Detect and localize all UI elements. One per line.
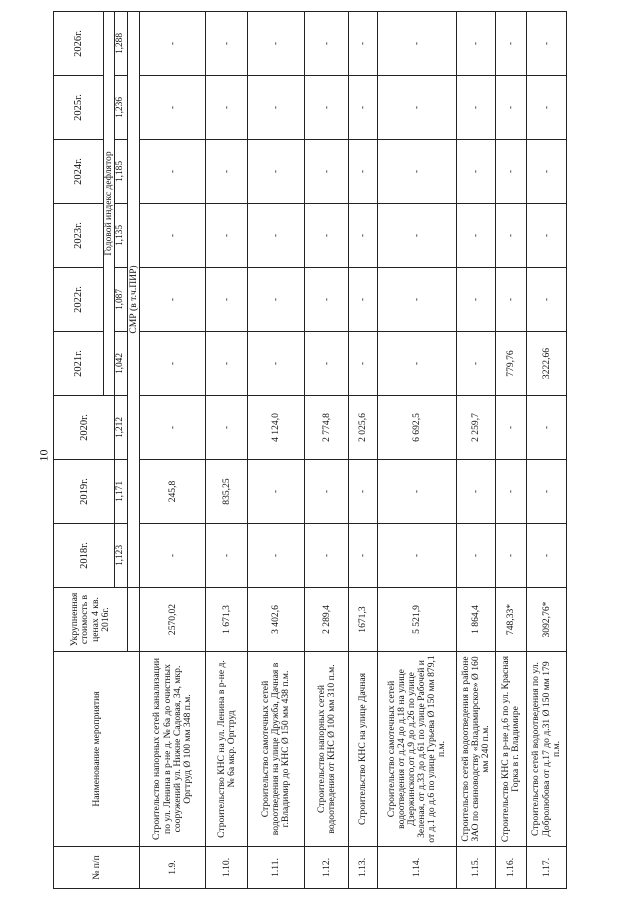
row-value: - [378, 524, 457, 588]
row-value: - [140, 12, 206, 76]
row-value: - [206, 268, 248, 332]
row-value: - [248, 268, 305, 332]
table-row [457, 12, 496, 889]
row-value: - [140, 268, 206, 332]
table-row [496, 12, 527, 889]
row-value: - [527, 396, 567, 460]
row-cost: 1 864,4 [457, 588, 496, 652]
row-value: - [457, 268, 496, 332]
deflator-cell: 1,123 [115, 524, 128, 588]
deflator-cell: 1,135 [115, 204, 128, 268]
row-value: - [248, 140, 305, 204]
row-value: - [527, 76, 567, 140]
row-value: - [305, 76, 349, 140]
row-name: Строительство самотечных сетей водоотведения на улице Дружба, Дачная в г.Владимир до КНС Ø 150 мм 438 п.м. [248, 652, 305, 847]
row-number: 1.10. [206, 847, 248, 889]
row-value: - [349, 140, 378, 204]
row-value: - [527, 140, 567, 204]
row-name: Строительство КНС на улице Дачная [349, 652, 378, 847]
row-value: 6 692,5 [378, 396, 457, 460]
row-value: - [457, 460, 496, 524]
row-value: 779,76 [496, 332, 527, 396]
row-value: - [140, 396, 206, 460]
row-value: - [527, 12, 567, 76]
row-value: - [349, 332, 378, 396]
row-cost: 1 671,3 [206, 588, 248, 652]
year-cell: 2019г. [54, 460, 115, 524]
row-value: - [206, 76, 248, 140]
year-cell: 2023г. [54, 204, 104, 268]
row-value: - [457, 332, 496, 396]
row-cost: 2570,02 [140, 588, 206, 652]
row-value: - [349, 12, 378, 76]
row-value: - [206, 332, 248, 396]
year-cell: 2022г. [54, 268, 104, 332]
row-value: 2 774,8 [305, 396, 349, 460]
deflator-cell: 1,288 [115, 12, 128, 76]
row-number: 1.15. [457, 847, 496, 889]
deflator-cell: 1,185 [115, 140, 128, 204]
row-number: 1.9. [140, 847, 206, 889]
row-value: 3222,66 [527, 332, 567, 396]
row-value: - [305, 12, 349, 76]
row-value: - [496, 524, 527, 588]
header-name: Наименование мероприятия [54, 652, 140, 847]
row-value: - [248, 12, 305, 76]
row-number: 1.12. [305, 847, 349, 889]
deflator-cell: 1,236 [115, 76, 128, 140]
row-value: - [305, 524, 349, 588]
row-value: - [496, 12, 527, 76]
year-cell: 2020г. [54, 396, 115, 460]
row-number: 1.14. [378, 847, 457, 889]
row-value: - [248, 204, 305, 268]
deflator-cell: 1,042 [115, 332, 128, 396]
row-value: - [248, 332, 305, 396]
deflator-cell: 1,171 [115, 460, 128, 524]
row-value: - [527, 460, 567, 524]
row-number: 1.11. [248, 847, 305, 889]
row-number: 1.17. [527, 847, 567, 889]
row-value: - [378, 332, 457, 396]
row-value: - [378, 76, 457, 140]
row-name: Строительство сетей водоотведения в районе ЗАО по свиноводству «Владимирское» Ø 160 мм 240 п.м. [457, 652, 496, 847]
row-value: - [206, 204, 248, 268]
row-name: Строительство напорных сетей водоотведения от КНС Ø 100 мм 310 п.м. [305, 652, 349, 847]
year-cell: 2021г. [54, 332, 104, 396]
table-row [305, 12, 349, 889]
row-value: - [496, 204, 527, 268]
row-value: - [496, 76, 527, 140]
row-value: - [206, 140, 248, 204]
row-cost: 3092,76* [527, 588, 567, 652]
row-value: 4 124,0 [248, 396, 305, 460]
row-value: - [457, 204, 496, 268]
rotated-table-frame [53, 12, 614, 889]
investment-table [53, 11, 567, 889]
row-name: Строительство напорных сетей канализации по ул. Ленина в р-не д. № 6а до очистных сооружений ул. Нижне Садовая, 34, мкр. Оргтруд Ø 100 мм 348 п.м. [140, 652, 206, 847]
table-body [54, 12, 567, 889]
header-cost: Укрупненная стоимость в ценах 4 кв. 2016г. [54, 588, 128, 652]
row-value: 835,25 [206, 460, 248, 524]
year-cell: 2025г. [54, 76, 104, 140]
row-name: Строительство КНС на ул. Ленина в р-не д. № 6а мкр. Оргтруд [206, 652, 248, 847]
row-value: - [140, 140, 206, 204]
table-row [140, 12, 206, 889]
row-value: - [248, 76, 305, 140]
table-row [378, 12, 457, 889]
header-num: № п/п [54, 847, 140, 889]
year-cell: 2026г. [54, 12, 104, 76]
row-value: - [527, 524, 567, 588]
row-cost: 748,33* [496, 588, 527, 652]
row-value: - [349, 76, 378, 140]
row-value: - [527, 204, 567, 268]
row-value: - [378, 268, 457, 332]
row-number: 1.13. [349, 847, 378, 889]
row-value: - [378, 140, 457, 204]
row-value: - [349, 524, 378, 588]
row-value: - [305, 460, 349, 524]
row-value: 245,8 [140, 460, 206, 524]
row-value: - [496, 268, 527, 332]
row-value: - [496, 460, 527, 524]
row-value: - [496, 140, 527, 204]
deflator-cell: 1,212 [115, 396, 128, 460]
row-value: - [496, 396, 527, 460]
row-name: Строительство КНС в р-не д.6 по ул. Красная Горка в г. Владимире [496, 652, 527, 847]
row-value: - [140, 332, 206, 396]
row-value: - [378, 12, 457, 76]
row-value: - [349, 460, 378, 524]
row-cost: 3 402,6 [248, 588, 305, 652]
row-number: 1.16. [496, 847, 527, 889]
row-value: - [349, 268, 378, 332]
row-value: - [206, 524, 248, 588]
smr-label: СМР (в т.ч.ПИР) [128, 12, 140, 588]
row-value: - [305, 332, 349, 396]
row-value: - [305, 268, 349, 332]
header-row [54, 12, 104, 889]
table-row [349, 12, 378, 889]
row-cost: 1671,3 [349, 588, 378, 652]
year-cell: 2018г. [54, 524, 115, 588]
table-row [527, 12, 567, 889]
row-value: - [378, 204, 457, 268]
row-value: 2 025,6 [349, 396, 378, 460]
row-value: - [206, 12, 248, 76]
row-value: - [248, 524, 305, 588]
row-value: - [457, 524, 496, 588]
year-cell: 2024г. [54, 140, 104, 204]
row-value: - [527, 268, 567, 332]
row-value: - [457, 76, 496, 140]
row-value: - [248, 460, 305, 524]
row-name: Строительство самотечных сетей водоотведения от д.24 до д.18 на улице Дзержинского,от д.9 до д.26 по улице Зеленая, от д.33 до д.61 по улице Рабочей и от д.1 до д.6 по улице Гурьева Ø 150 мм 879,1 п.м. [378, 652, 457, 847]
row-name: Строительство сетей водоотведения по ул. Добролюбова от д.17 до д.31 Ø 150 мм 179 п.м. [527, 652, 567, 847]
row-value: - [305, 140, 349, 204]
row-value: - [140, 204, 206, 268]
row-value: - [349, 204, 378, 268]
row-value: - [305, 204, 349, 268]
row-value: 2 259,7 [457, 396, 496, 460]
row-value: - [457, 140, 496, 204]
row-value: - [378, 460, 457, 524]
table-row [206, 12, 248, 889]
deflator-cell: 1,087 [115, 268, 128, 332]
row-value: - [206, 396, 248, 460]
page-number: 10 [36, 449, 51, 462]
row-value: - [140, 524, 206, 588]
table-row [248, 12, 305, 889]
row-cost: 2 289,4 [305, 588, 349, 652]
row-value: - [140, 76, 206, 140]
row-cost: 5 521,9 [378, 588, 457, 652]
deflator-title: Годовой индекс дефлятор [104, 12, 115, 396]
row-value: - [457, 12, 496, 76]
